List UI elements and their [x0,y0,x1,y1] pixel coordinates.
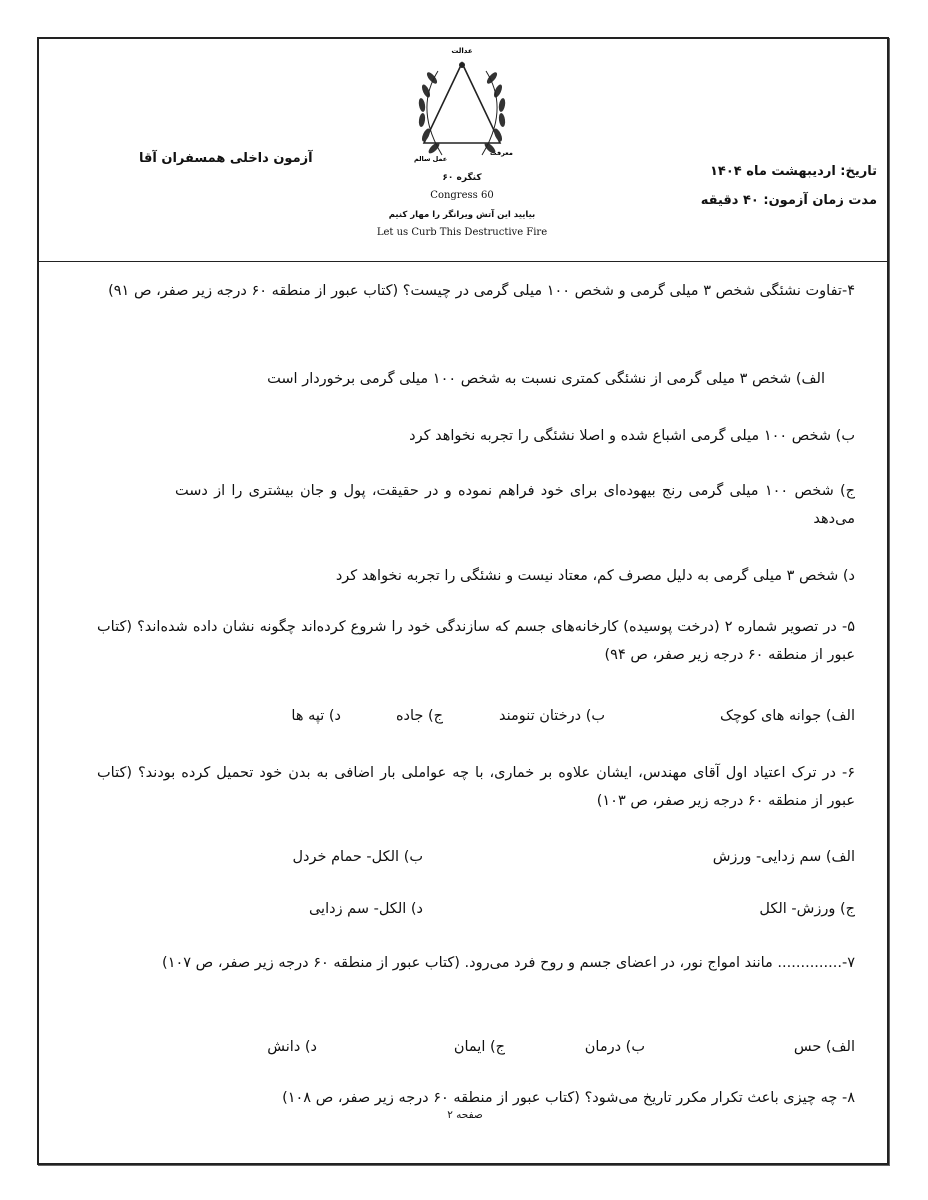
congress-name-en: Congress 60 [430,190,494,201]
question-4: ۴-تفاوت نشئگی شخص ۳ میلی گرمی و شخص ۱۰۰ میلی گرمی در چیست؟ (کتاب عبور از منطقه ۶۰ درجه زیر صفر، ص ۹۱) [108,283,855,299]
q4-option-b: ب) شخص ۱۰۰ میلی گرمی اشباع شده و اصلا نشئگی را تجربه نخواهد کرد [409,428,855,444]
congress-emblem-icon [402,43,522,171]
page-number: صفحه ۲ [447,1109,483,1121]
q7-option-a: الف) حس [793,1039,855,1055]
exam-title: آزمون داخلی همسفران آقا [139,151,313,166]
logo-top-word: عدالت [451,47,473,55]
q6-option-d: د) الکل- سم زدایی [308,901,423,917]
exam-date: تاریخ: اردیبهشت ماه ۱۴۰۴ [710,164,877,179]
slogan-en: Let us Curb This Destructive Fire [376,227,548,238]
q5-option-d: د) تپه ها [291,708,341,724]
q5-option-a: الف) جوانه های کوچک [720,708,855,724]
q4-option-d: د) شخص ۳ میلی گرمی به دلیل مصرف کم، معتاد نیست و نشئگی را تجربه نخواهد کرد [335,568,855,584]
q6-options-row-2 [97,895,855,923]
question-7: ۷-.............. مانند امواج نور، در اعضای جسم و روح فرد می‌رود. (کتاب عبور از منطقه ۶۰ درجه زیر صفر، ص ۱۰۷) [162,955,855,971]
exam-header [39,39,887,262]
q6-option-a: الف) سم زدایی- ورزش [712,849,855,865]
slogan-fa: بیایید این آتش ویرانگر را مهار کنیم [388,210,536,220]
exam-duration: مدت زمان آزمون: ۴۰ دقیقه [700,193,877,208]
logo-right-word: معرفت [490,149,513,157]
q5-option-b: ب) درختان تنومند [498,708,605,724]
q6-options-row-1 [97,843,855,871]
exam-meta [701,157,877,215]
question-5: ۵- در تصویر شماره ۲ (درخت پوسیده) کارخانه‌های جسم که سازندگی خود را شروع کرده‌اند چگونه نشان داده شده‌اند؟ (کتاب عبور از منطقه ۶۰ درجه زیر صفر، ص ۹۴) [97,619,855,663]
q4-option-a: الف) شخص ۳ میلی گرمی از نشئگی کمتری نسبت به شخص ۱۰۰ میلی گرمی برخوردار است [267,371,825,387]
congress-logo [357,43,567,257]
q6-option-b: ب) الکل- حمام خردل [292,849,423,865]
q7-option-d: د) دانش [267,1039,317,1055]
q7-option-b: ب) درمان [584,1039,645,1055]
question-8: ۸- چه چیزی باعث تکرار مکرر تاریخ می‌شود؟ (کتاب عبور از منطقه ۶۰ درجه زیر صفر، ص ۱۰۸) [282,1090,855,1106]
q7-option-c: ج) ایمان [453,1039,505,1055]
q5-option-c: ج) جاده [395,708,443,724]
q4-option-c: ج) شخص ۱۰۰ میلی گرمی رنج بیهوده‌ای برای خود فراهم نموده و در حقیقت، پول و جان بیشتری را از دست می‌دهد [175,483,855,527]
q5-options [97,702,855,730]
q6-option-c: ج) ورزش- الکل [759,901,855,917]
q7-options [97,1033,855,1061]
logo-left-word: عمل سالم [414,155,448,163]
congress-name-fa: کنگره ۶۰ [442,173,482,183]
question-6: ۶- در ترک اعتیاد اول آقای مهندس، ایشان علاوه بر خماری، با چه عواملی بار اضافی به بدن خود تحمیل کرده بودند؟ (کتاب عبور از منطقه ۶۰ درجه زیر صفر، ص ۱۰۳) [97,765,855,809]
exam-page [37,37,889,1165]
